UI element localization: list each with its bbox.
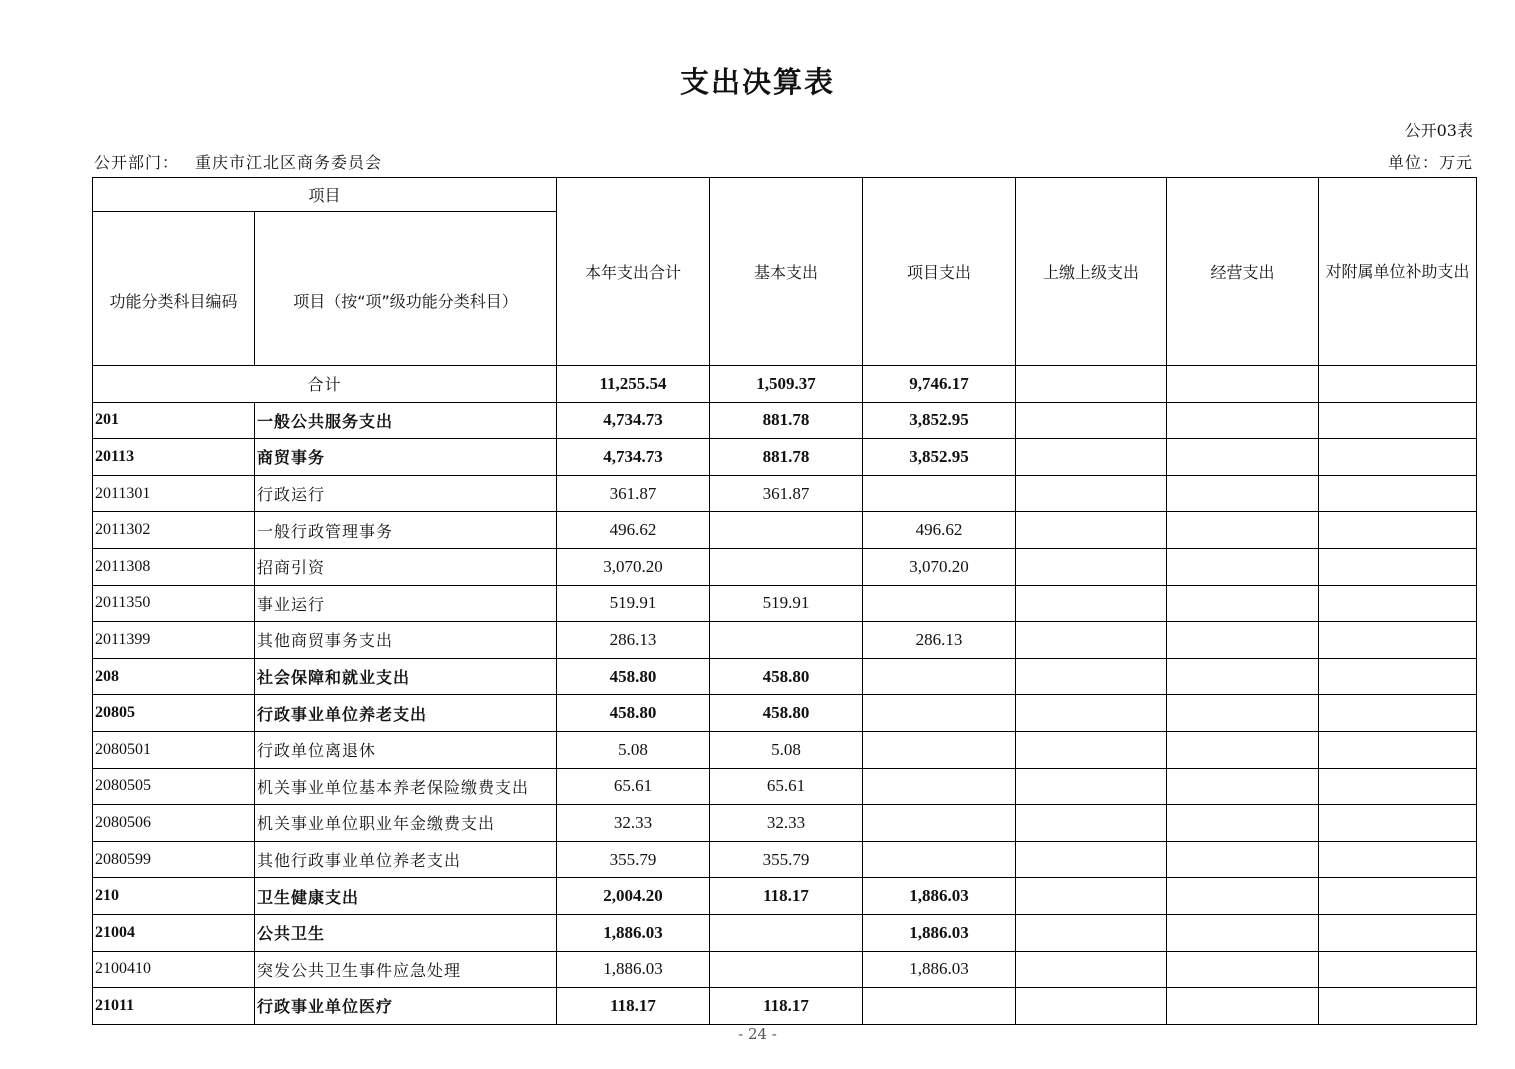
row-total: 118.17 bbox=[557, 988, 710, 1025]
row-basic bbox=[710, 512, 863, 549]
row-upper bbox=[1016, 585, 1167, 622]
row-subsidy bbox=[1319, 548, 1477, 585]
row-project bbox=[863, 988, 1016, 1025]
row-project bbox=[863, 585, 1016, 622]
row-total: 496.62 bbox=[557, 512, 710, 549]
row-basic: 65.61 bbox=[710, 768, 863, 805]
row-project bbox=[863, 768, 1016, 805]
row-total: 65.61 bbox=[557, 768, 710, 805]
row-subsidy bbox=[1319, 585, 1477, 622]
row-subsidy bbox=[1319, 805, 1477, 842]
row-upper bbox=[1016, 841, 1167, 878]
table-number: 公开03表 bbox=[1404, 121, 1473, 140]
row-upper bbox=[1016, 622, 1167, 659]
row-name: 行政事业单位养老支出 bbox=[255, 695, 557, 732]
row-basic: 355.79 bbox=[710, 841, 863, 878]
row-upper bbox=[1016, 439, 1167, 476]
row-code: 2080505 bbox=[93, 768, 255, 805]
row-code: 2011301 bbox=[93, 475, 255, 512]
total-project: 9,746.17 bbox=[863, 366, 1016, 403]
row-upper bbox=[1016, 731, 1167, 768]
row-name: 行政事业单位医疗 bbox=[255, 988, 557, 1025]
row-project: 3,070.20 bbox=[863, 548, 1016, 585]
row-code: 20113 bbox=[93, 439, 255, 476]
row-code: 2011308 bbox=[93, 548, 255, 585]
row-project: 1,886.03 bbox=[863, 878, 1016, 915]
table-row bbox=[93, 439, 1477, 476]
row-operating bbox=[1167, 439, 1319, 476]
row-basic: 361.87 bbox=[710, 475, 863, 512]
row-subsidy bbox=[1319, 512, 1477, 549]
total-row bbox=[93, 366, 1477, 403]
row-upper bbox=[1016, 878, 1167, 915]
row-upper bbox=[1016, 805, 1167, 842]
row-name: 其他行政事业单位养老支出 bbox=[255, 841, 557, 878]
row-project: 1,886.03 bbox=[863, 951, 1016, 988]
unit-label: 单位：万元 bbox=[1387, 153, 1473, 172]
row-total: 286.13 bbox=[557, 622, 710, 659]
row-total: 1,886.03 bbox=[557, 914, 710, 951]
row-name: 机关事业单位职业年金缴费支出 bbox=[255, 805, 557, 842]
row-project bbox=[863, 805, 1016, 842]
table-row bbox=[93, 988, 1477, 1025]
row-subsidy bbox=[1319, 658, 1477, 695]
row-upper bbox=[1016, 914, 1167, 951]
row-upper bbox=[1016, 402, 1167, 439]
row-basic bbox=[710, 622, 863, 659]
header-code: 功能分类科目编码 bbox=[93, 212, 255, 366]
row-name: 行政运行 bbox=[255, 475, 557, 512]
header-basic: 基本支出 bbox=[710, 178, 863, 366]
row-operating bbox=[1167, 988, 1319, 1025]
row-operating bbox=[1167, 402, 1319, 439]
row-subsidy bbox=[1319, 402, 1477, 439]
table-row bbox=[93, 878, 1477, 915]
row-subsidy bbox=[1319, 768, 1477, 805]
row-code: 20805 bbox=[93, 695, 255, 732]
row-subsidy bbox=[1319, 878, 1477, 915]
row-basic: 881.78 bbox=[710, 402, 863, 439]
row-basic bbox=[710, 951, 863, 988]
row-upper bbox=[1016, 475, 1167, 512]
row-name: 机关事业单位基本养老保险缴费支出 bbox=[255, 768, 557, 805]
table-row bbox=[93, 512, 1477, 549]
row-subsidy bbox=[1319, 731, 1477, 768]
row-operating bbox=[1167, 512, 1319, 549]
row-upper bbox=[1016, 695, 1167, 732]
total-basic: 1,509.37 bbox=[710, 366, 863, 403]
row-upper bbox=[1016, 548, 1167, 585]
table-row bbox=[93, 402, 1477, 439]
row-upper bbox=[1016, 988, 1167, 1025]
row-total: 1,886.03 bbox=[557, 951, 710, 988]
expenditure-table bbox=[92, 177, 1477, 1025]
total-subsidy bbox=[1319, 366, 1477, 403]
row-name: 突发公共卫生事件应急处理 bbox=[255, 951, 557, 988]
row-project bbox=[863, 841, 1016, 878]
row-code: 210 bbox=[93, 878, 255, 915]
page-title: 支出决算表 bbox=[679, 65, 835, 99]
row-basic bbox=[710, 548, 863, 585]
row-operating bbox=[1167, 841, 1319, 878]
department-value: 重庆市江北区商务委员会 bbox=[195, 153, 383, 172]
row-project bbox=[863, 658, 1016, 695]
row-operating bbox=[1167, 805, 1319, 842]
row-code: 2080501 bbox=[93, 731, 255, 768]
row-total: 458.80 bbox=[557, 695, 710, 732]
row-total: 458.80 bbox=[557, 658, 710, 695]
row-basic: 32.33 bbox=[710, 805, 863, 842]
row-code: 2011350 bbox=[93, 585, 255, 622]
table-row bbox=[93, 731, 1477, 768]
row-total: 355.79 bbox=[557, 841, 710, 878]
row-subsidy bbox=[1319, 695, 1477, 732]
row-operating bbox=[1167, 878, 1319, 915]
total-upper bbox=[1016, 366, 1167, 403]
row-name: 社会保障和就业支出 bbox=[255, 658, 557, 695]
table-row bbox=[93, 914, 1477, 951]
row-operating bbox=[1167, 475, 1319, 512]
row-subsidy bbox=[1319, 475, 1477, 512]
total-operating bbox=[1167, 366, 1319, 403]
row-basic: 118.17 bbox=[710, 878, 863, 915]
table-row bbox=[93, 841, 1477, 878]
row-total: 361.87 bbox=[557, 475, 710, 512]
row-project bbox=[863, 695, 1016, 732]
table-row bbox=[93, 548, 1477, 585]
row-project: 1,886.03 bbox=[863, 914, 1016, 951]
row-basic bbox=[710, 914, 863, 951]
row-total: 4,734.73 bbox=[557, 402, 710, 439]
department bbox=[94, 150, 382, 173]
table-row bbox=[93, 805, 1477, 842]
page-number: - 24 - bbox=[738, 1025, 777, 1043]
row-operating bbox=[1167, 951, 1319, 988]
total-label: 合计 bbox=[93, 366, 557, 403]
row-subsidy bbox=[1319, 439, 1477, 476]
row-upper bbox=[1016, 951, 1167, 988]
row-operating bbox=[1167, 768, 1319, 805]
row-basic: 5.08 bbox=[710, 731, 863, 768]
row-code: 201 bbox=[93, 402, 255, 439]
table-body bbox=[93, 366, 1477, 1025]
table-row bbox=[93, 768, 1477, 805]
row-operating bbox=[1167, 731, 1319, 768]
row-operating bbox=[1167, 585, 1319, 622]
row-total: 32.33 bbox=[557, 805, 710, 842]
row-operating bbox=[1167, 658, 1319, 695]
row-name: 其他商贸事务支出 bbox=[255, 622, 557, 659]
header-upper: 上缴上级支出 bbox=[1016, 178, 1167, 366]
row-code: 2011399 bbox=[93, 622, 255, 659]
row-operating bbox=[1167, 622, 1319, 659]
row-operating bbox=[1167, 695, 1319, 732]
row-project bbox=[863, 475, 1016, 512]
row-code: 21004 bbox=[93, 914, 255, 951]
table-row bbox=[93, 475, 1477, 512]
row-project: 286.13 bbox=[863, 622, 1016, 659]
row-subsidy bbox=[1319, 988, 1477, 1025]
table-row bbox=[93, 658, 1477, 695]
row-code: 2100410 bbox=[93, 951, 255, 988]
row-name: 行政单位离退休 bbox=[255, 731, 557, 768]
header-subsidy: 对附属单位补助支出 bbox=[1319, 178, 1477, 366]
row-total: 3,070.20 bbox=[557, 548, 710, 585]
row-name: 一般公共服务支出 bbox=[255, 402, 557, 439]
row-upper bbox=[1016, 658, 1167, 695]
row-name: 一般行政管理事务 bbox=[255, 512, 557, 549]
row-name: 招商引资 bbox=[255, 548, 557, 585]
table-row bbox=[93, 622, 1477, 659]
row-project: 3,852.95 bbox=[863, 402, 1016, 439]
row-basic: 458.80 bbox=[710, 695, 863, 732]
row-code: 2080599 bbox=[93, 841, 255, 878]
row-total: 4,734.73 bbox=[557, 439, 710, 476]
row-upper bbox=[1016, 512, 1167, 549]
row-basic: 881.78 bbox=[710, 439, 863, 476]
header-name: 项目（按“项”级功能分类科目） bbox=[255, 212, 557, 366]
row-basic: 458.80 bbox=[710, 658, 863, 695]
row-project bbox=[863, 731, 1016, 768]
header-total: 本年支出合计 bbox=[557, 178, 710, 366]
row-operating bbox=[1167, 914, 1319, 951]
row-upper bbox=[1016, 768, 1167, 805]
row-code: 2011302 bbox=[93, 512, 255, 549]
row-project: 496.62 bbox=[863, 512, 1016, 549]
row-total: 5.08 bbox=[557, 731, 710, 768]
table-row bbox=[93, 951, 1477, 988]
row-subsidy bbox=[1319, 841, 1477, 878]
row-basic: 519.91 bbox=[710, 585, 863, 622]
table-row bbox=[93, 585, 1477, 622]
row-code: 21011 bbox=[93, 988, 255, 1025]
row-name: 卫生健康支出 bbox=[255, 878, 557, 915]
row-subsidy bbox=[1319, 622, 1477, 659]
row-project: 3,852.95 bbox=[863, 439, 1016, 476]
row-name: 公共卫生 bbox=[255, 914, 557, 951]
row-subsidy bbox=[1319, 914, 1477, 951]
row-subsidy bbox=[1319, 951, 1477, 988]
header-item-group: 项目 bbox=[93, 178, 557, 212]
total-amount: 11,255.54 bbox=[557, 366, 710, 403]
header-operating: 经营支出 bbox=[1167, 178, 1319, 366]
row-total: 2,004.20 bbox=[557, 878, 710, 915]
row-name: 事业运行 bbox=[255, 585, 557, 622]
row-basic: 118.17 bbox=[710, 988, 863, 1025]
row-operating bbox=[1167, 548, 1319, 585]
row-total: 519.91 bbox=[557, 585, 710, 622]
header-project: 项目支出 bbox=[863, 178, 1016, 366]
row-name: 商贸事务 bbox=[255, 439, 557, 476]
row-code: 2080506 bbox=[93, 805, 255, 842]
table-row bbox=[93, 695, 1477, 732]
row-code: 208 bbox=[93, 658, 255, 695]
department-label: 公开部门： bbox=[94, 153, 180, 172]
